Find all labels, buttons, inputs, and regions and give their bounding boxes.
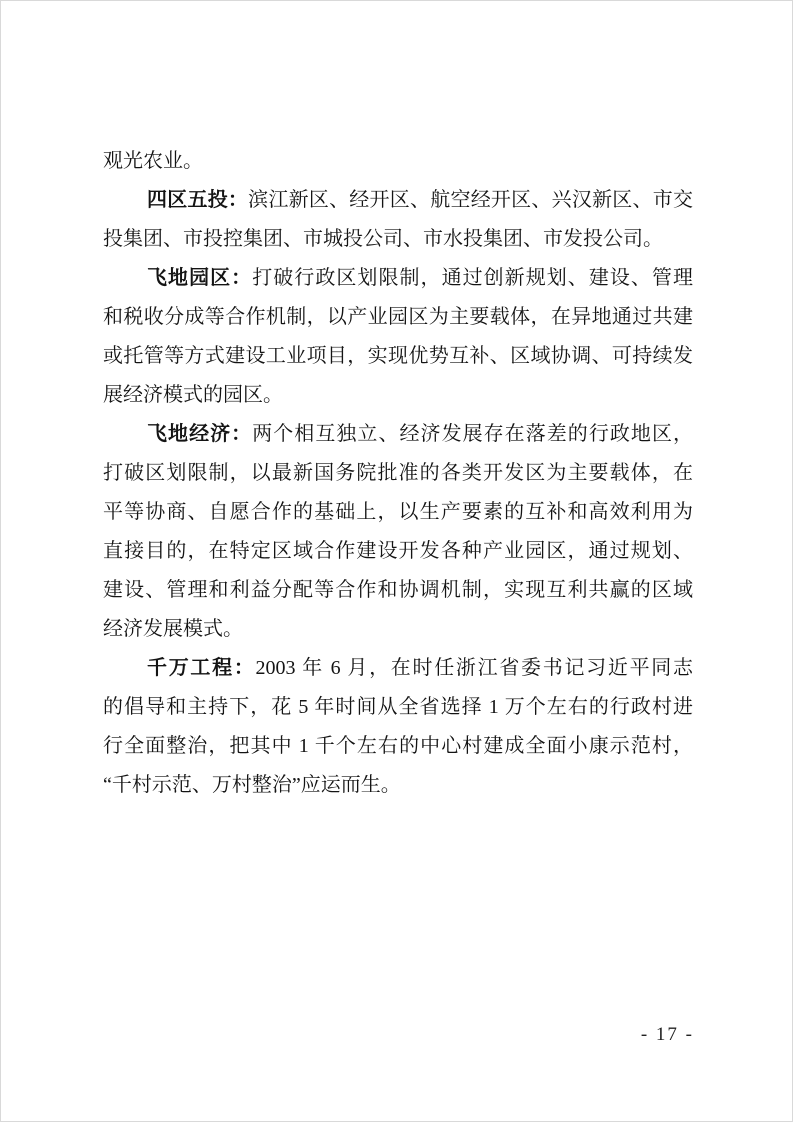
text-line: 四区五投：滨江新区、经开区、航空经开区、兴汉新区、市交: [147, 189, 693, 211]
text-line: 直接目的，在特定区域合作建设开发各种产业园区，通过规划、: [103, 540, 693, 562]
text-line: 千万工程：2003 年 6 月，在时任浙江省委书记习近平同志: [147, 657, 693, 679]
term-label: 飞地园区：: [147, 267, 253, 289]
text-line: 观光农业。: [103, 150, 203, 172]
text-line: 行全面整治，把其中 1 千个左右的中心村建成全面小康示范村，: [103, 735, 693, 757]
text-line: 经济发展模式。: [103, 618, 243, 640]
page-number: - 17 -: [640, 1024, 694, 1045]
text-line: 建设、管理和利益分配等合作和协调机制，实现互利共赢的区域: [103, 579, 693, 601]
term-label: 四区五投：: [147, 189, 249, 211]
body-text: [103, 142, 693, 805]
text-line: 飞地经济：两个相互独立、经济发展存在落差的行政地区，: [147, 423, 693, 445]
text-line: 投集团、市投控集团、市城投公司、市水投集团、市发投公司。: [103, 228, 663, 250]
term-label: 千万工程：: [147, 657, 256, 679]
text-line: 展经济模式的园区。: [103, 384, 283, 406]
text-line: 飞地园区：打破行政区划限制，通过创新规划、建设、管理: [147, 267, 693, 289]
text-line: 和税收分成等合作机制，以产业园区为主要载体，在异地通过共建: [103, 306, 693, 328]
text-line: “千村示范、万村整治”应运而生。: [103, 774, 401, 796]
text-line: 打破区划限制，以最新国务院批准的各类开发区为主要载体，在: [103, 462, 693, 484]
text-line: 或托管等方式建设工业项目，实现优势互补、区域协调、可持续发: [103, 345, 693, 367]
text-line: 的倡导和主持下，花 5 年时间从全省选择 1 万个左右的行政村进: [103, 696, 693, 718]
term-label: 飞地经济：: [147, 423, 253, 445]
text-line: 平等协商、自愿合作的基础上，以生产要素的互补和高效利用为: [103, 501, 693, 523]
